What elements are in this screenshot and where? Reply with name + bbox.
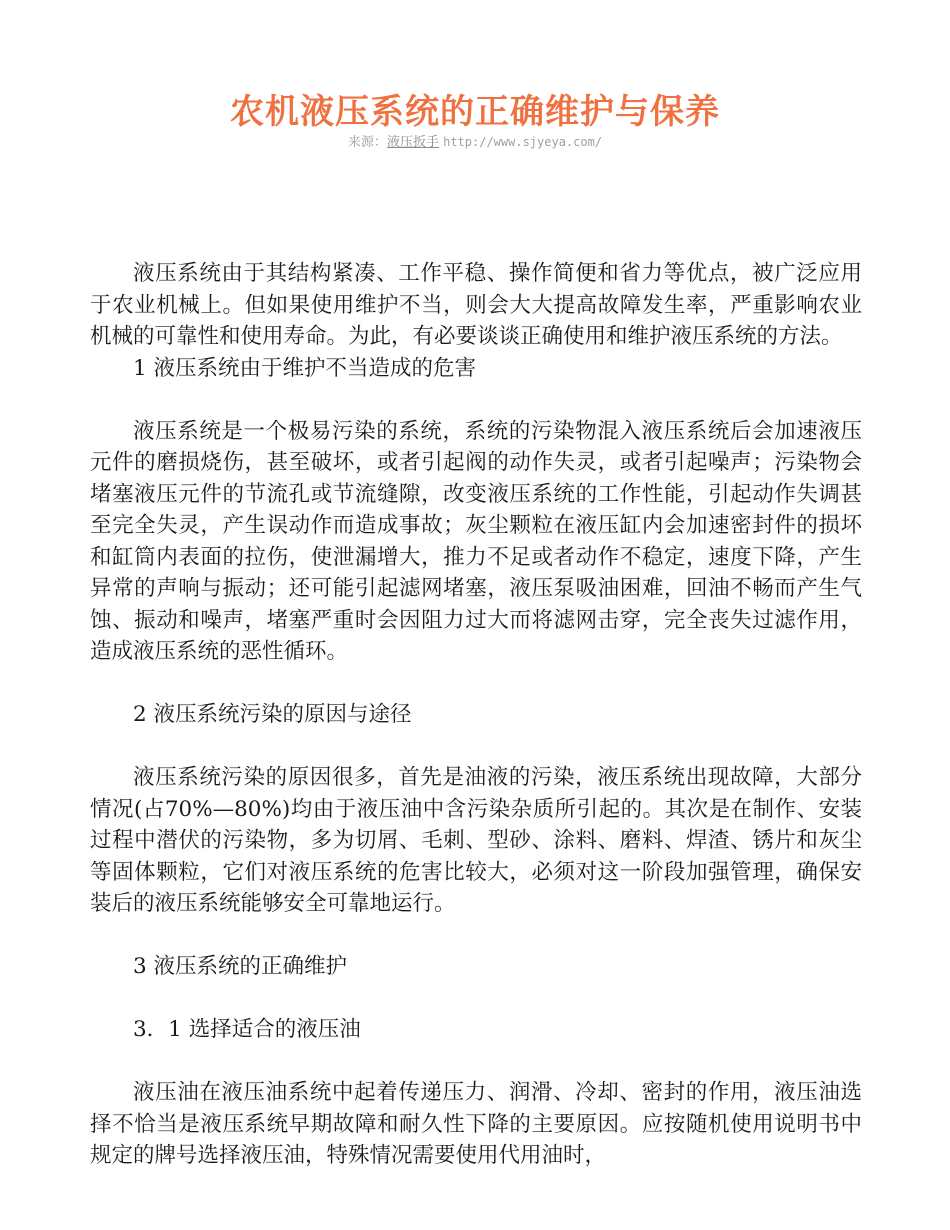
document-title: 农机液压系统的正确维护与保养 <box>230 92 720 132</box>
section-heading-3: 3 液压系统的正确维护 <box>133 954 348 979</box>
paragraph-intro: 液压系统由于其结构紧凑、工作平稳、操作简便和省力等优点，被广泛应用于农业机械上。但如果使用维护不当，则会大大提高故障发生率，严重影响农业机械的可靠性和使用寿命。为此，有必要谈谈正确使用和维护液压系统的方法。 <box>90 261 862 349</box>
paragraph-section-2: 液压系统污染的原因很多，首先是油液的污染，液压系统出现故障，大部分情况(占70%—80%)均由于液压油中含污染杂质所引起的。其次是在制作、安装过程中潜伏的污染物，多为切屑、毛刺、型砂、涂料、磨料、焊渣、锈片和灰尘等固体颗粒，它们对液压系统的危害比较大，必须对这一阶段加强管理，确保安装后的液压系统能够安全可靠地运行。 <box>90 765 862 916</box>
paragraph-section-3-1: 液压油在液压油系统中起着传递压力、润滑、冷却、密封的作用，液压油选择不恰当是液压系统早期故障和耐久性下降的主要原因。应按随机使用说明书中规定的牌号选择液压油，特殊情况需要使用代用油时， <box>90 1080 862 1168</box>
spacer <box>90 668 862 700</box>
section-heading-2: 2 液压系统污染的原因与途径 <box>133 702 412 727</box>
spacer <box>90 983 862 1015</box>
spacer <box>90 920 862 952</box>
section-heading-3-1: 3．1 选择适合的液压油 <box>133 1017 361 1042</box>
paragraph-section-1: 液压系统是一个极易污染的系统，系统的污染物混入液压系统后会加速液压元件的磨损烧伤，甚至破坏，或者引起阀的动作失灵，或者引起噪声；污染物会堵塞液压元件的节流孔或节流缝隙，改变液压系统的工作性能，引起动作失调甚至完全失灵，产生误动作而造成事故；灰尘颗粒在液压缸内会加速密封件的损坏和缸筒内表面的拉伤，使泄漏增大，推力不足或者动作不稳定，速度下降，产生异常的声响与振动；还可能引起滤网堵塞，液压泵吸油困难，回油不畅而产生气蚀、振动和噪声，堵塞严重时会因阻力过大而将滤网击穿，完全丧失过滤作用，造成液压系统的恶性循环。 <box>90 418 862 664</box>
spacer <box>90 1046 862 1078</box>
spacer <box>90 731 862 763</box>
source-url: http://www.sjyeya.com/ <box>443 135 603 149</box>
section-heading-1: 1 液压系统由于维护不当造成的危害 <box>133 355 477 381</box>
source-label: 来源： <box>347 135 387 150</box>
spacer <box>90 384 862 416</box>
document-body <box>90 258 862 1172</box>
source-line <box>0 133 950 152</box>
source-link[interactable]: 液压扳手 <box>386 135 439 150</box>
